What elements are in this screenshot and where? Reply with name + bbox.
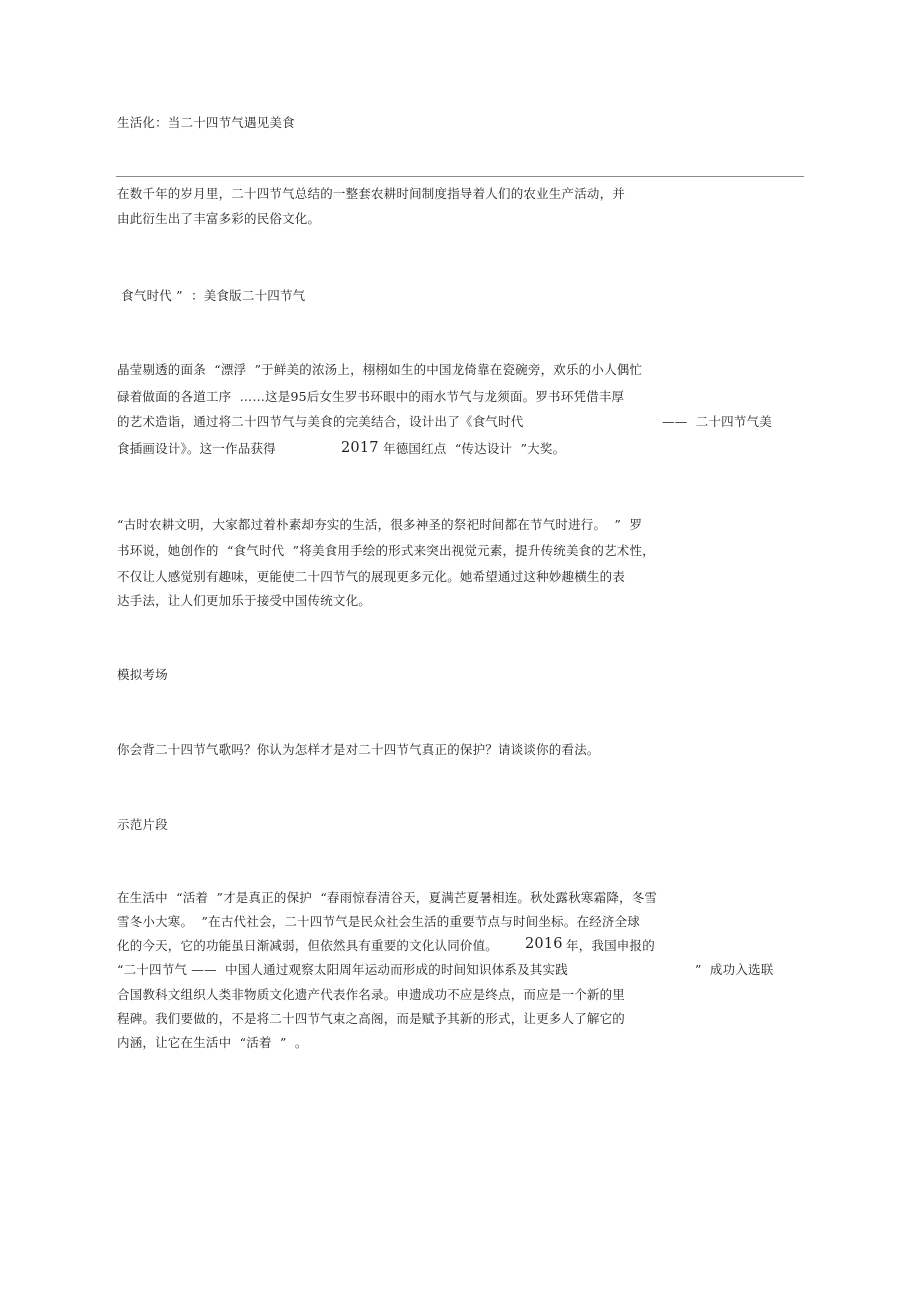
body-line: 食插画设计》。这一作品获得 (117, 441, 276, 456)
sample-line: 内涵，让它在生活中 “活着 ” 。 (117, 1035, 308, 1050)
intro-line: 由此衍生出了丰富多彩的民俗文化。 (117, 211, 321, 226)
sample-line: 年，我国申报的 (566, 938, 655, 953)
section-heading-exam: 模拟考场 (117, 667, 168, 682)
exam-question: 你会背二十四节气歌吗？你认为怎样才是对二十四节气真正的保护？请谈谈你的看法。 (117, 742, 600, 757)
body-line: 晶莹剔透的面条 “漂浮 ”于鲜美的浓汤上，栩栩如生的中国龙倚靠在瓷碗旁，欢乐的小人偶忙 (117, 362, 643, 377)
quote-line: 达手法，让人们更加乐于接受中国传统文化。 (117, 593, 372, 608)
body-line: 碌着做面的各道工序 ……这是95后女生罗书环眼中的雨水节气与龙须面。罗书环凭借丰厚 (117, 389, 625, 404)
article-title: 生活化：当二十四节气遇见美食 (117, 115, 295, 130)
body-line: —— 二十四节气美 (662, 414, 772, 429)
award-year: 2017 (341, 440, 379, 456)
sample-line: 程碑。我们要做的，不是将二十四节气束之高阁，而是赋予其新的形式，让更多人了解它的 (117, 1011, 626, 1026)
title-divider (116, 176, 804, 177)
sample-line: “二十四节气 —— 中国人通过观察太阳周年运动而形成的时间知识体系及其实践 (117, 962, 568, 977)
quote-line: 不仅让人感觉别有趣味，更能使二十四节气的展现更多元化。她希望通过这种妙趣横生的表 (117, 569, 626, 584)
quote-line: 书环说，她创作的 “食气时代 ”将美食用手绘的形式来突出视觉元素，提升传统美食的艺术性， (117, 543, 655, 558)
body-line: 的艺术造诣，通过将二十四节气与美食的完美结合，设计出了《食气时代 (117, 414, 524, 429)
section-heading-sample: 示范片段 (117, 817, 168, 832)
body-line: 年德国红点 “传达设计 ”大奖。 (383, 441, 566, 456)
sample-line: 合国教科文组织人类非物质文化遗产代表作名录。申遗成功不应是终点，而应是一个新的里 (117, 987, 626, 1002)
sample-line: 雪冬小大寒。 ”在古代社会，二十四节气是民众社会生活的重要节点与时间坐标。在经济全球 (117, 914, 640, 929)
intro-line: 在数千年的岁月里，二十四节气总结的一整套农耕时间制度指导着人们的农业生产活动，并 (117, 186, 626, 201)
sample-line: 化的今天，它的功能虽日渐减弱，但依然具有重要的文化认同价值。 (117, 938, 499, 953)
subheading: 食气时代 ” ：美食版二十四节气 (117, 288, 306, 303)
quote-line: “古时农耕文明，大家都过着朴素却夯实的生活，很多神圣的祭祀时间都在节气时进行。 ” 罗 (117, 517, 643, 532)
sample-line: ” 成功入选联 (695, 962, 774, 977)
declaration-year: 2016 (525, 936, 563, 952)
sample-line: 在生活中 “活着 ”才是真正的保护 “春雨惊春清谷天，夏满芒夏暑相连。秋处露秋寒霜降，冬雪 (117, 890, 658, 905)
